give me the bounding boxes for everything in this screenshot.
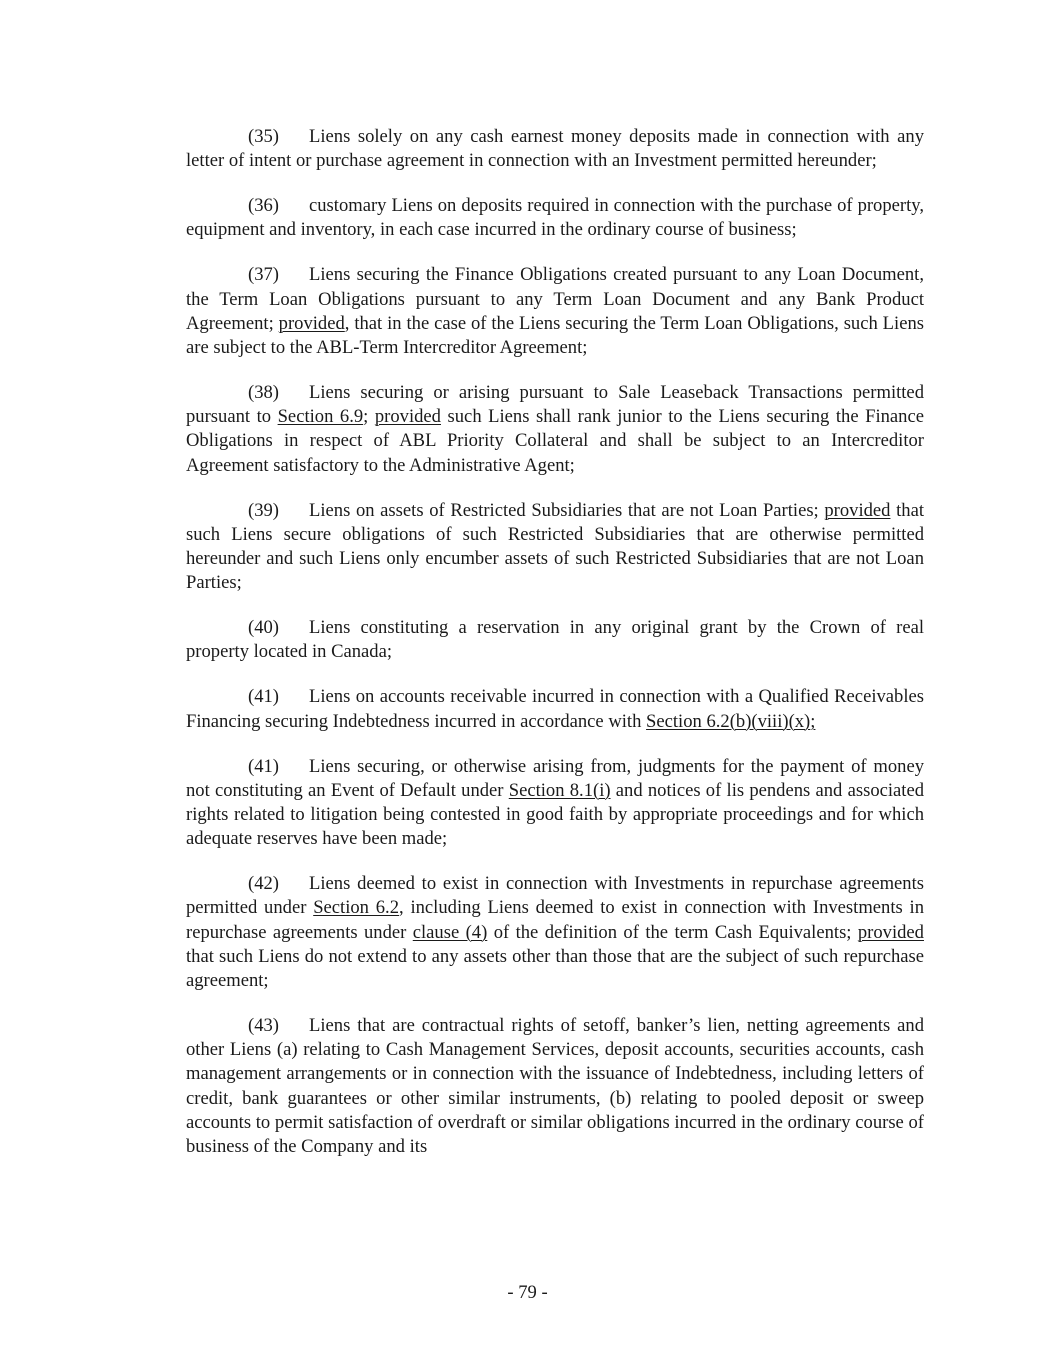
clause-paragraph [186,755,924,852]
clause-paragraph [186,381,924,478]
clause-number: (38) [248,382,279,404]
clause-number: (41) [248,686,279,708]
clause-text: that such Liens do not extend to any assets other than those that are the subject of such repurchase agreement; [186,945,924,992]
clause-number: (40) [248,617,279,639]
clause-text: , that in the case of the Liens securing the Term Loan Obligations, such Liens are subject to the ABL-Term Intercreditor Agreement; [186,312,924,359]
clause-text: Liens securing, or otherwise arising from, judgments for the payment of money not constituting an Event of Default under [186,755,924,801]
clause-text: Liens securing or arising pursuant to Sale Leaseback Transactions permitted pursuant to [186,382,924,428]
clause-text: customary Liens on deposits required in connection with the purchase of property, equipment and inventory, in each case incurred in the ordinary course of business; [186,195,924,241]
clause-paragraph [186,194,924,242]
clause-text: Liens on accounts receivable incurred in connection with a Qualified Receivables Financing securing Indebtedness incurred in accordance with [186,686,924,732]
clause-paragraph [186,499,924,596]
clause-text: Liens solely on any cash earnest money deposits made in connection with any letter of intent or purchase agreement in connection with an Investment permitted hereunder; [186,126,924,172]
clause-paragraph [186,616,924,664]
underlined-reference: provided [824,499,891,521]
clause-paragraph [186,1014,924,1159]
clause-paragraph [186,685,924,733]
clause-text: Liens securing the Finance Obligations created pursuant to any Loan Document, the Term Loan Obligations pursuant to any Term Loan Document and any Bank Product Agreement; [186,264,924,334]
underlined-reference: provided [857,921,924,943]
clause-number: (39) [248,499,279,521]
clause-number: (43) [248,1015,279,1037]
clause-text: , including Liens deemed to exist in connection with Investments in repurchase agreements under [186,897,925,943]
clause-text: Liens deemed to exist in connection with Investments in repurchase agreements permitted under [186,873,924,919]
clause-text: ; [363,406,375,428]
clause-text: of the definition of the term Cash Equivalents; [487,921,858,943]
clause-number: (42) [248,873,279,895]
clause-paragraph [186,872,924,993]
clause-paragraph [186,263,924,360]
underlined-reference: clause (4) [412,921,488,943]
underlined-reference: Section 6.2(b)(viii)(x) [646,710,811,732]
underlined-reference: Section 6.2 [313,897,400,919]
underlined-reference: provided [374,406,441,428]
underlined-reference: provided [278,312,345,334]
clause-paragraph [186,125,924,173]
clause-text: such Liens shall rank junior to the Liens securing the Finance Obligations in respect of ABL Priority Collateral and shall be subject to an Intercreditor Agreement satisfactory to the Administrative Agent; [186,406,924,476]
page-number: - 79 - [507,1282,548,1303]
underlined-reference: Section 8.1(i) [508,779,611,801]
clause-number: (35) [248,126,279,147]
document-body [186,125,924,1180]
clause-number: (37) [248,264,279,286]
clause-number: (41) [248,755,279,777]
clause-text: Liens on assets of Restricted Subsidiaries that are not Loan Parties; [309,499,825,521]
clause-text: that such Liens secure obligations of such Restricted Subsidiaries that are otherwise permitted hereunder and such Liens only encumber assets of such Restricted Subsidiaries that are not Loan Parties; [186,499,924,594]
clause-text: and notices of lis pendens and associated rights related to litigation being contested in good faith by appropriate proceedings and for which adequate reserves have been made; [186,779,924,850]
underlined-reference: ; [810,710,816,732]
clause-text: Liens that are contractual rights of setoff, banker’s lien, netting agreements and other Liens (a) relating to Cash Management Services, deposit accounts, securities accounts, cash management arrangements or in connection with the issuance of Indebtedness, including letters of credit, bank guarantees or other similar instruments, (b) relating to pooled deposit or sweep accounts to permit satisfaction of overdraft or similar obligations incurred in the ordinary course of business of the Company and its [186,1015,924,1158]
clause-number: (36) [248,195,279,217]
clause-text: Liens constituting a reservation in any original grant by the Crown of real property located in Canada; [186,617,924,663]
underlined-reference: Section 6.9 [277,406,364,428]
